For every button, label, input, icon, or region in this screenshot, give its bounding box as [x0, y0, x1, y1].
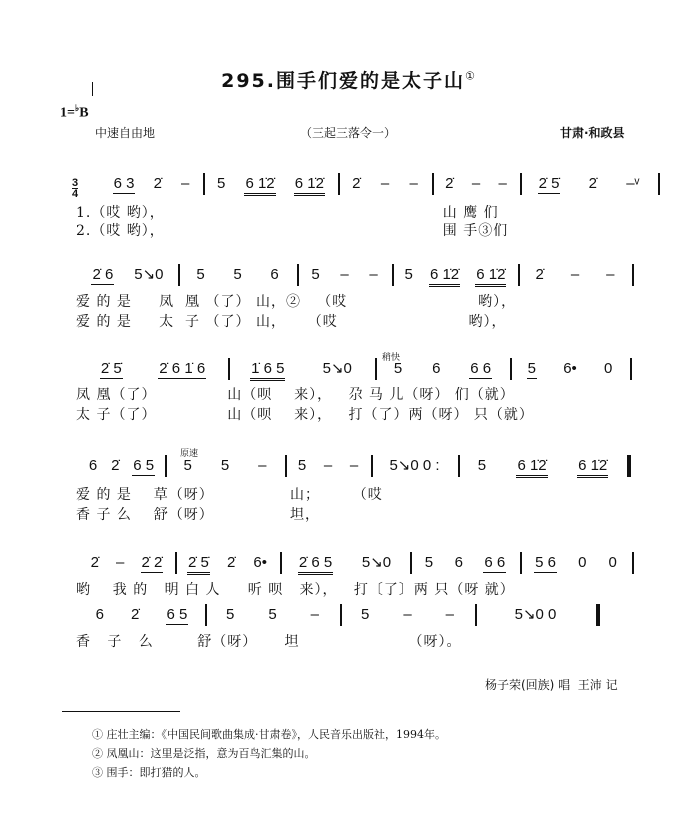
tune-name: （三起三落令一）	[300, 126, 397, 140]
measure	[182, 266, 293, 292]
note-group: 5	[225, 606, 235, 623]
measure	[524, 175, 654, 201]
note-group: 5	[196, 266, 205, 283]
measure	[169, 457, 281, 483]
barline	[458, 455, 460, 477]
note-group: 1̇ 6 5	[250, 360, 285, 381]
note-group: 5	[217, 175, 226, 192]
footnote-divider	[62, 711, 180, 712]
measure	[179, 554, 276, 580]
note-group: 5	[220, 457, 230, 474]
barline	[203, 173, 205, 195]
title-footnote-mark: ①	[465, 69, 477, 83]
note-group: 2̇	[445, 175, 454, 192]
note-group: 5↘0 0 :	[389, 457, 440, 474]
barline	[340, 604, 342, 626]
measure	[209, 606, 336, 632]
measure	[462, 457, 623, 483]
note-group: 6•	[563, 360, 577, 377]
time-sig-bottom: 4	[72, 188, 79, 200]
note-group: 6•	[253, 554, 267, 571]
note-group: 2̇ 5̇	[100, 360, 122, 377]
barline	[475, 604, 477, 626]
note-group: –	[258, 457, 267, 474]
title-text: 295.围手们爱的是太子山	[221, 70, 465, 92]
footnote-1: ① 庄壮主编：《中国民间歌曲集成·甘肃卷》，人民音乐出版社，1994年。	[92, 728, 446, 741]
note-group: 2̇	[90, 554, 99, 571]
measure	[104, 175, 199, 201]
note-group: 6 1̇2̇	[294, 175, 325, 196]
note-group: 5	[183, 457, 192, 474]
note-group: 2̇	[131, 606, 140, 623]
note-group: 2̇	[226, 554, 236, 571]
lyric-line: 1.（哎 哟）， 山 鹰 们	[76, 205, 499, 221]
barline	[520, 173, 522, 195]
barline	[205, 604, 207, 626]
measure	[289, 457, 367, 483]
footnote-2: ② 凤凰山：这里是泛指，意为百鸟汇集的山。	[92, 747, 316, 760]
barline	[518, 264, 520, 286]
note-group: 6 1̇2̇	[577, 457, 608, 478]
region: 甘肃·和政县	[560, 126, 625, 140]
note-group: 5	[527, 360, 536, 377]
note-group: 6 5	[133, 457, 155, 474]
measure	[436, 175, 516, 201]
note-group: 2̇	[535, 266, 544, 283]
tempo-marking: 中速自由地	[95, 126, 156, 140]
measure	[514, 360, 626, 386]
barline	[520, 552, 522, 574]
barline	[410, 552, 412, 574]
barline	[432, 173, 434, 195]
measure	[82, 360, 224, 386]
measure	[524, 554, 628, 580]
barline	[510, 358, 512, 380]
note-group: 2̇	[111, 457, 120, 474]
measure	[284, 554, 406, 580]
note-group: –	[471, 175, 481, 192]
lyric-line: 香 子 么 舒（呀） 坦，	[76, 507, 321, 523]
credit: 杨子荣(回族) 唱 王沛 记	[485, 678, 618, 692]
note-group: –	[323, 457, 333, 474]
key-signature	[60, 103, 89, 122]
note-group: 5 6	[535, 554, 556, 571]
note-group: 0	[578, 554, 587, 571]
note-group: 6 6	[484, 554, 506, 571]
note-group: –	[498, 175, 507, 192]
note-group: 6	[270, 266, 279, 283]
note-group: –	[403, 606, 412, 623]
lyric-line: 爱 的 是 草（呀） 山； （哎	[76, 487, 383, 503]
note-group: –	[409, 175, 418, 192]
note-group: –	[310, 606, 319, 623]
lyric-line: 2.（哎 哟）， 围 手③们	[76, 223, 509, 239]
note-group: –	[340, 266, 349, 283]
lyric-line: 爱 的 是 太 子 （了） 山， （哎 哟），	[76, 314, 507, 330]
barline	[285, 455, 287, 477]
lyric-line: 太 子（了） 山（呗 来）， 打（了）两（呀） 只（就）	[76, 407, 534, 423]
barline	[178, 264, 180, 286]
note-group: 6 1̇2̇	[516, 457, 547, 478]
measure	[375, 457, 454, 483]
measure	[301, 266, 388, 292]
barline	[228, 358, 230, 380]
note-group: –	[181, 175, 190, 192]
page-title	[0, 66, 698, 93]
note-group: –	[349, 457, 359, 474]
barline	[375, 358, 377, 380]
measure	[379, 360, 506, 386]
note-group: –	[445, 606, 454, 623]
measure	[344, 606, 471, 632]
note-group: –	[369, 266, 378, 283]
barline	[371, 455, 373, 477]
measure	[522, 266, 628, 292]
measure	[479, 606, 592, 632]
barline	[632, 552, 634, 574]
measure	[82, 266, 174, 292]
barline	[632, 264, 634, 286]
note-group: 6	[88, 457, 98, 474]
note-group: –	[116, 554, 125, 571]
footnote-3: ③ 围手：即打猎的人。	[92, 766, 206, 779]
barline	[338, 173, 340, 195]
note-group: 2̇	[352, 175, 361, 192]
note-group: 5	[311, 266, 320, 283]
note-group: 6 3	[113, 175, 135, 192]
flat-sign: ♭	[74, 103, 80, 113]
note-group: –	[570, 266, 580, 283]
tempo-original: 原速	[180, 449, 199, 459]
note-group: 5	[268, 606, 277, 623]
tempo-faster: 稍快	[382, 353, 401, 363]
note-group: 6 1̇2̇	[429, 266, 460, 287]
note-group: 2̇	[153, 175, 162, 192]
barline	[297, 264, 299, 286]
note-group: –	[606, 266, 615, 283]
barline	[280, 552, 282, 574]
note-group: 5	[424, 554, 434, 571]
note-group: 6 5	[166, 606, 188, 623]
note-group: 6	[454, 554, 463, 571]
note-group: 2̇ 6 5	[298, 554, 333, 575]
note-group: 6 1̇2̇	[244, 175, 275, 196]
measure	[342, 175, 428, 201]
note-group: 5	[360, 606, 370, 623]
measure	[82, 606, 201, 632]
note-group: 5	[404, 266, 413, 283]
barline	[596, 604, 600, 626]
note-group: 2̇ 5̇	[187, 554, 210, 575]
note-group: 0	[604, 360, 613, 377]
measure	[232, 360, 371, 386]
note-group: 2̇ 2̇	[141, 554, 163, 571]
barline	[392, 264, 394, 286]
time-sig-top: 3	[72, 177, 79, 189]
lyric-line: 香 子 么 舒（呀） 坦 （呀）。	[76, 634, 462, 650]
note-group: 2̇	[588, 175, 597, 192]
lyric-line: 爱 的 是 凤 凰 （了） 山，② （哎 哟），	[76, 294, 517, 310]
note-group: 5↘0	[322, 360, 352, 377]
note-group: 2̇ 6 1̇ 6	[159, 360, 206, 377]
note-group: 5↘0 0	[514, 606, 557, 623]
note-group: 6	[95, 606, 104, 623]
note-group: 5↘0	[361, 554, 392, 571]
note-group: 5↘0	[134, 266, 164, 283]
lyric-line: 哟 我 的 明 白 人 听 呗 来）， 打〔了〕两 只（呀 就）	[76, 582, 515, 598]
note-group: 5	[477, 457, 487, 474]
barline	[175, 552, 177, 574]
measure	[82, 457, 161, 483]
note-group: 2̇ 6	[92, 266, 114, 283]
note-group: 5	[393, 360, 403, 377]
barline	[627, 455, 631, 477]
note-group: –	[380, 175, 390, 192]
note-group: 6 1̇2̇	[475, 266, 506, 287]
measure	[82, 554, 171, 580]
note-group: –ᵛ	[626, 175, 640, 192]
note-group: 2̇ 5̇	[538, 175, 560, 192]
barline	[165, 455, 167, 477]
barline	[630, 358, 632, 380]
measure	[414, 554, 516, 580]
key-prefix: 1=	[60, 105, 75, 121]
measure	[396, 266, 514, 292]
note-group: 6 6	[470, 360, 492, 377]
time-signature	[72, 178, 78, 199]
note-group: 5	[233, 266, 242, 283]
note-group: 0	[608, 554, 617, 571]
note-group: 6	[432, 360, 441, 377]
key-note: B	[79, 105, 89, 121]
measure	[207, 175, 334, 201]
note-group: 5	[297, 457, 307, 474]
lyric-line: 凤 凰（了） 山（呗 来）， 尕 马 儿（呀） 们（就）	[76, 387, 515, 403]
barline	[658, 173, 660, 195]
